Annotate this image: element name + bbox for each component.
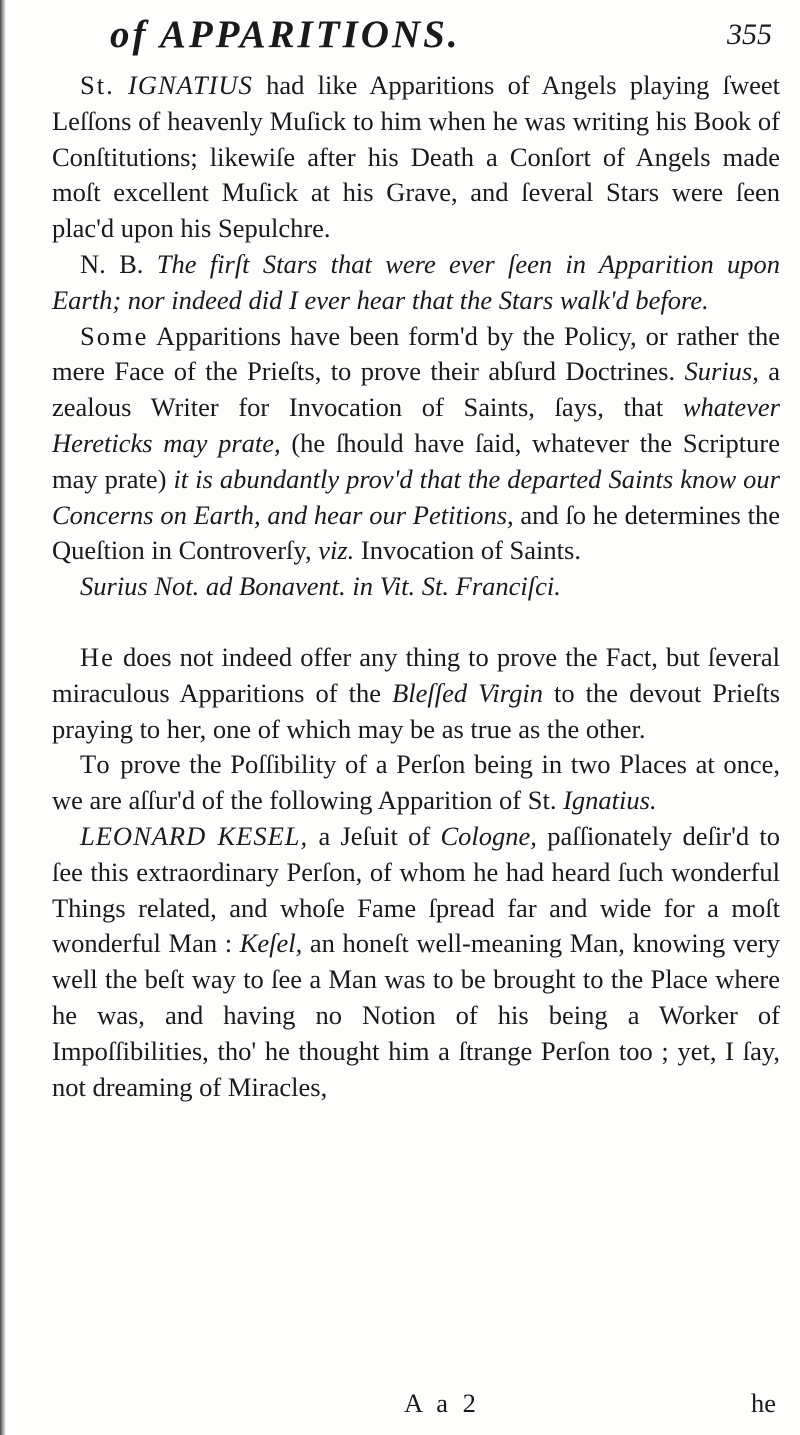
signature-mark: A a 2	[404, 1388, 480, 1418]
paragraph-leonard-kesel: LEONARD KESEL, a Jeſuit of Cologne, paſſionately deſir'd to ſee this extraordinary Perſon, of whom he had heard ſuch wonderful Things related, and whoſe Fame ſpread far and wide for a moſt wonderful Man : Keſel, an honeſt well-meaning Man, knowing very well the beſt way to ſee a Man was to be brought to the Place where he was, and having no Notion of his being a Worker of Impoſſibilities, tho' he thought him a ſtrange Perſon too ; yet, I ſay, not dreaming of Miracles,	[52, 820, 781, 1102]
page-binding-edge	[0, 0, 6, 1435]
paragraph-blessed-virgin: He does not indeed offer any thing to prove the Fact, but ſeveral miraculous Apparitions of the Bleſſed Virgin to the devout Prieſts praying to her, one of which may be as true as the other.	[52, 641, 781, 744]
nota-bene-note: N. B. The firſt Stars that were ever ſeen in Apparition upon Earth; nor indeed did I ever hear that the Stars walk'd before.	[52, 248, 781, 315]
paragraph-ignatius-angels: St. IGNATIUS had like Apparitions of Angels playing ſweet Leſſons of heavenly Muſick to him when he was writing his Book of Conſtitutions; likewiſe after his Death a Conſort of Angels made moſt excellent Muſick at his Grave, and ſeveral Stars were ſeen plac'd upon his Sepulchre.	[52, 70, 780, 244]
running-title: of APPARITIONS.	[110, 13, 461, 56]
page-footer	[52, 1388, 780, 1428]
body-text	[52, 68, 780, 1105]
paragraph-two-places: To prove the Poſſibility of a Perſon being in two Places at once, we are aſſur'd of the following Apparition of St. Ignatius.	[52, 749, 780, 816]
page-header	[110, 12, 790, 62]
catchword: he	[750, 1388, 776, 1418]
paragraph-surius: Some Apparitions have been form'd by the Policy, or rather the mere Face of the Prieſts, to prove their abſurd Doctrines. Surius, a zealous Writer for Invocation of Saints, ſays, that whatever Hereticks may prate, (he ſhould have ſaid, whatever the Scripture may prate) it is abundantly prov'd that the departed Saints know our Concerns on Earth, and hear our Petitions, and ſo he determines the Queſtion in Controverſy, viz. Invocation of Saints.	[52, 320, 781, 566]
citation-surius: Surius Not. ad Bonavent. in Vit. St. Franciſci.	[80, 571, 561, 602]
page-number: 355	[727, 18, 772, 51]
